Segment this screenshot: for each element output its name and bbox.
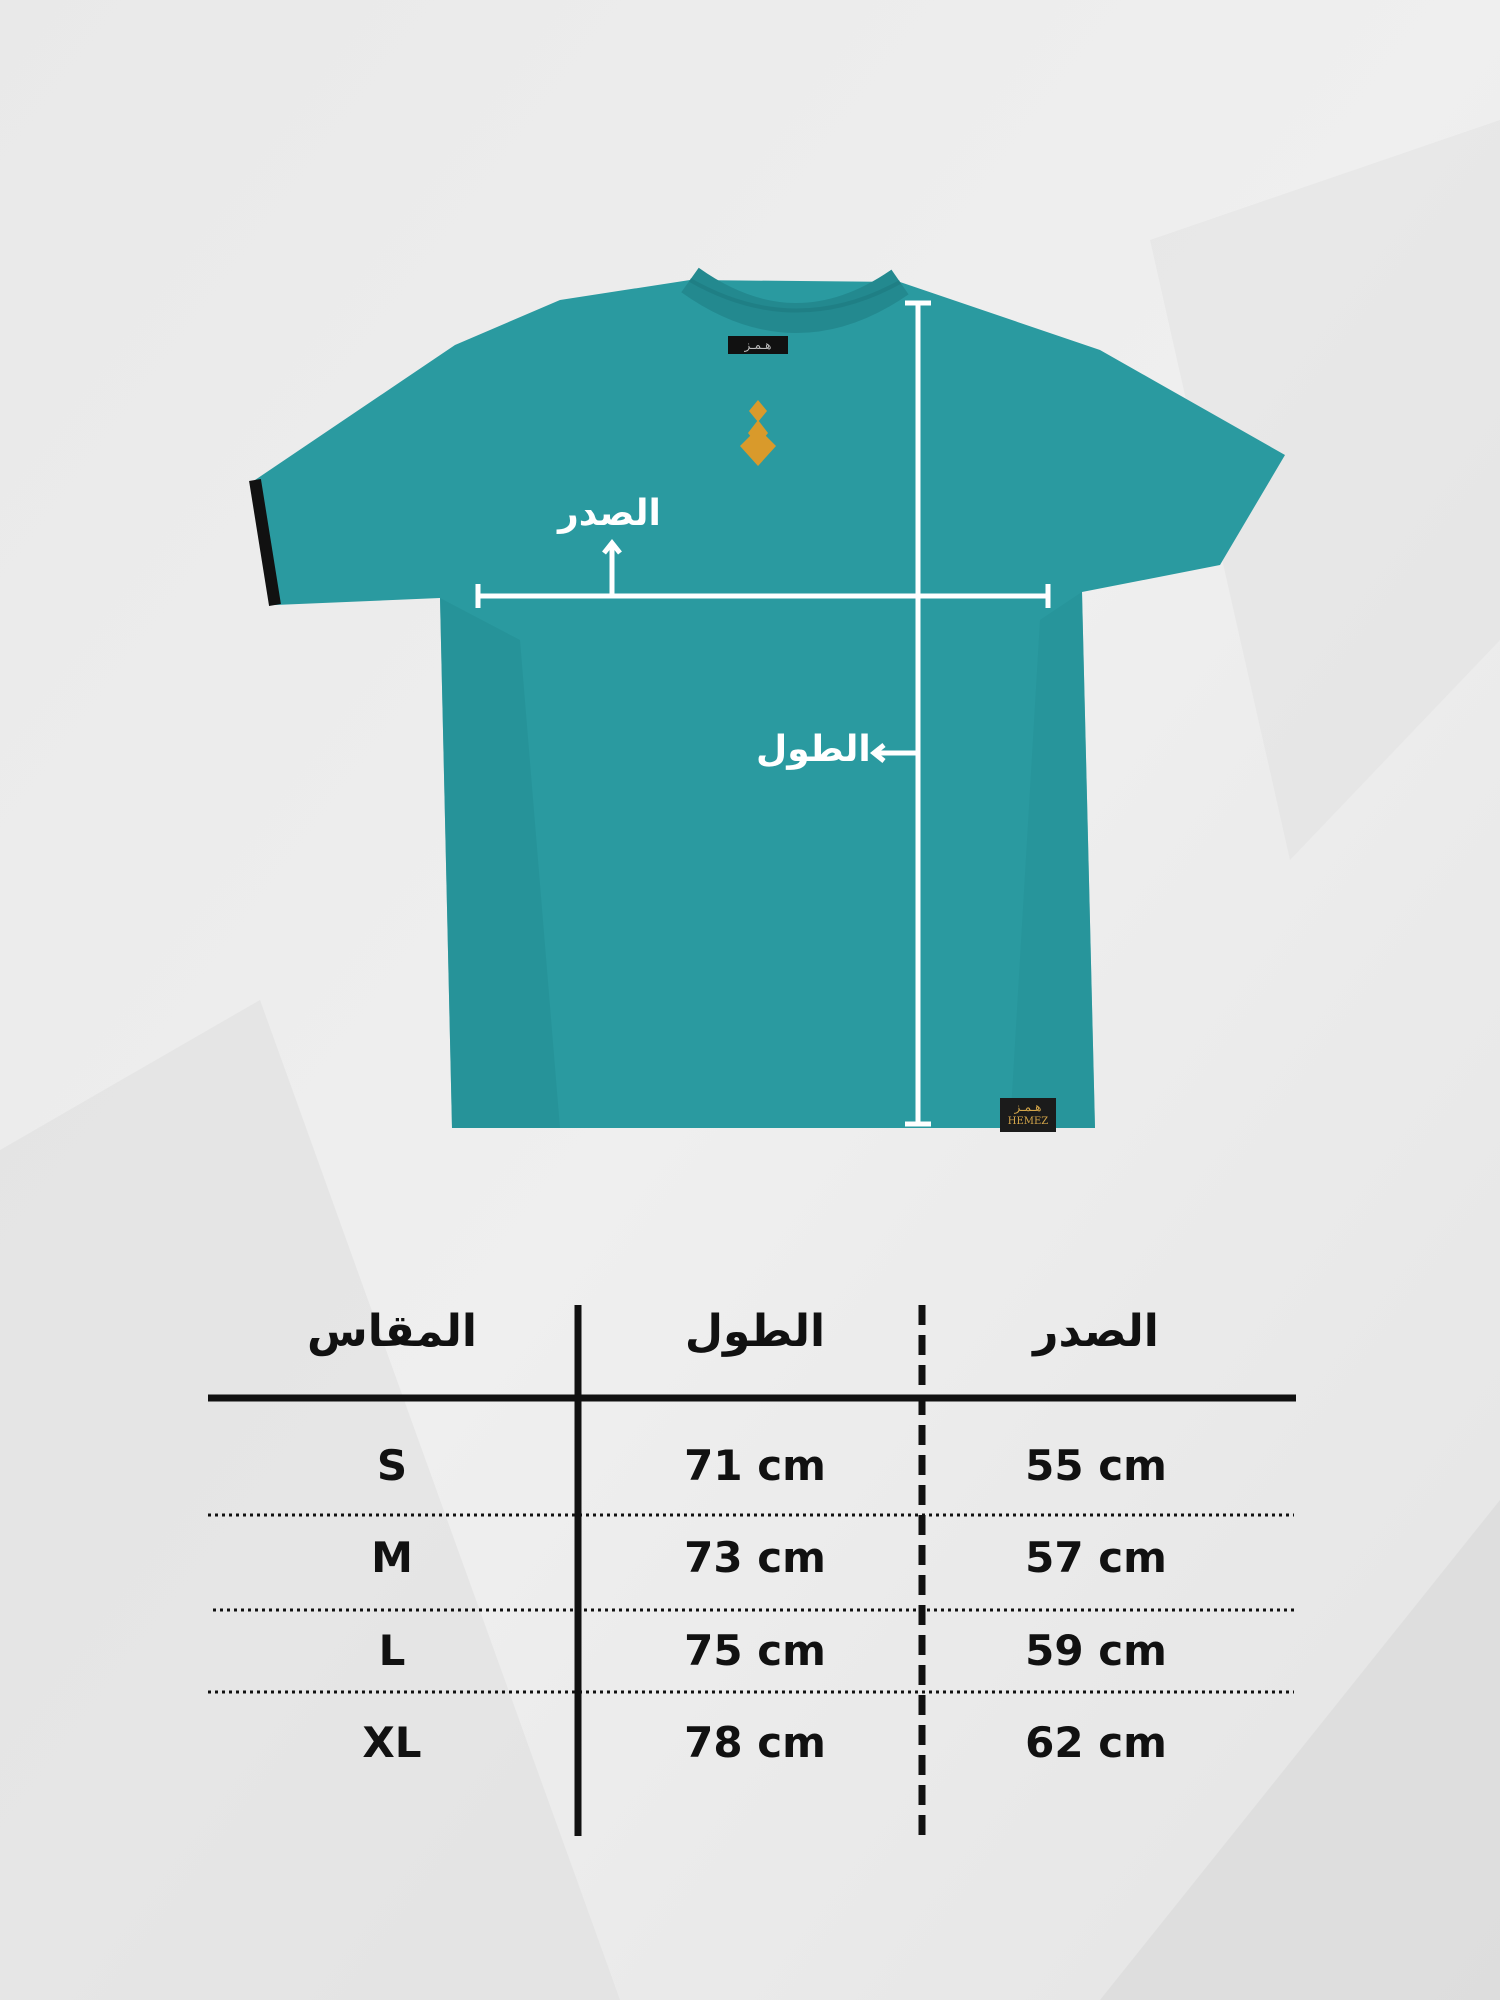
size-cell: S bbox=[376, 1441, 408, 1490]
chest-cell: 62 cm bbox=[1025, 1718, 1167, 1767]
chest-measurement-label: الصدر bbox=[558, 493, 661, 534]
size-cell: M bbox=[371, 1533, 413, 1582]
chest-cell: 59 cm bbox=[1025, 1626, 1167, 1675]
chest-cell: 57 cm bbox=[1025, 1533, 1167, 1582]
length-cell: 71 cm bbox=[684, 1441, 826, 1490]
header-size: المقاس bbox=[306, 1306, 477, 1357]
header-chest: الصدر bbox=[1033, 1306, 1159, 1357]
length-cell: 75 cm bbox=[684, 1626, 826, 1675]
length-cell: 73 cm bbox=[684, 1533, 826, 1582]
size-cell: XL bbox=[362, 1718, 422, 1767]
length-cell: 78 cm bbox=[684, 1718, 826, 1767]
length-measurement-label: الطول bbox=[756, 729, 871, 770]
brand-tag-arabic: هـمـز bbox=[1014, 1100, 1042, 1114]
size-cell: L bbox=[378, 1626, 406, 1675]
chest-cell: 55 cm bbox=[1025, 1441, 1167, 1490]
neck-label-text: هـمـز bbox=[744, 338, 772, 352]
header-length: الطول bbox=[684, 1306, 826, 1357]
brand-tag-latin: HEMEZ bbox=[1007, 1116, 1049, 1127]
